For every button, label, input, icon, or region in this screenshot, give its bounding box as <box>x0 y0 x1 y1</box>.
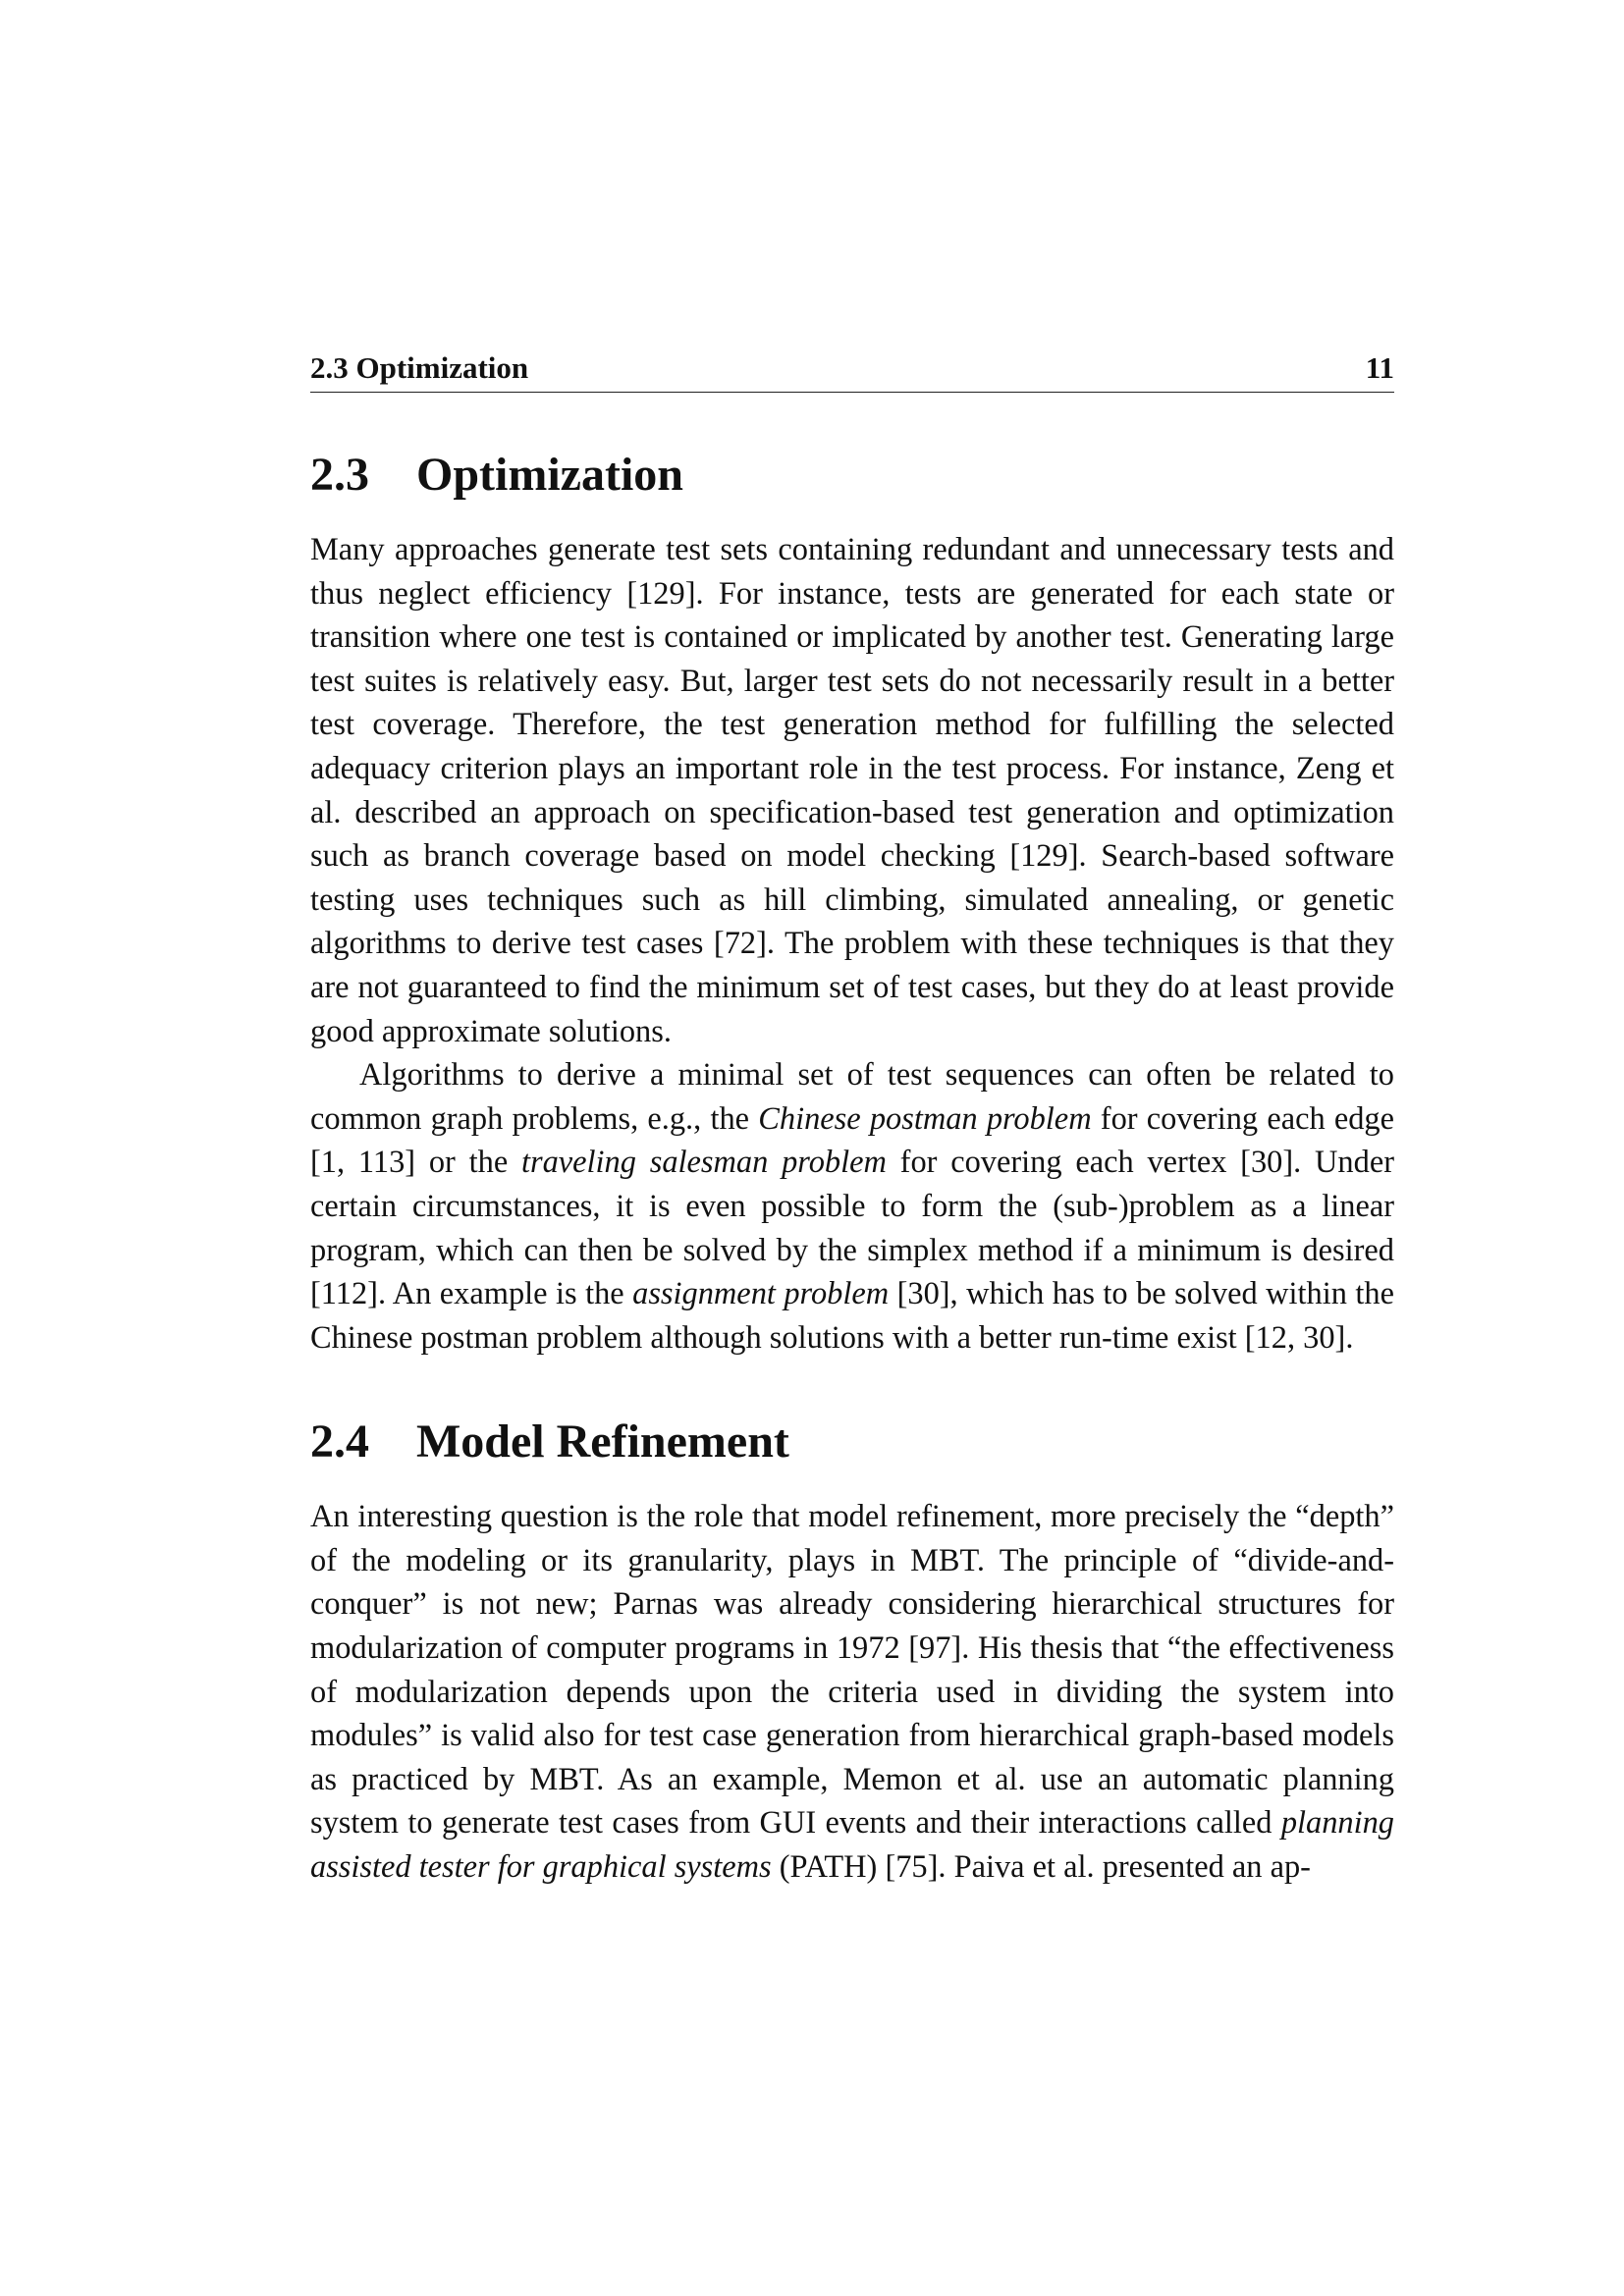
section-number: 2.3 <box>310 449 369 501</box>
text-run: for covering each vertex [30]. Under certain circumstances, it is even possible to form the (sub-)problem as a linear program, which can then be solved by the simplex method if a minimum is desired [112]. An example is the <box>310 1145 1394 1312</box>
running-head <box>310 348 1394 393</box>
page <box>310 348 1394 1890</box>
paragraph <box>310 528 1394 1053</box>
text-run: An interesting question is the role that model refinement, more precisely the “depth” of the modeling or its granularity, plays in MBT. The principle of “divide-and-conquer” is not new; Parnas was already considering hierarchical structures for modularization of computer programs in 1972 [97]. His thesis that “the effectiveness of modularization depends upon the criteria used in dividing the system into modules” is valid also for test case generation from hierarchical graph-based models as practiced by MBT. As an example, Memon et al. use an automatic planning system to generate test cases from GUI events and their interactions called <box>310 1499 1394 1842</box>
text-run: for covering each edge [1, 113] or the <box>310 1100 1395 1181</box>
section-heading-optimization <box>310 448 1394 503</box>
italic-term: planning assisted tester for graphical systems <box>310 1805 1394 1886</box>
section-heading-model-refinement <box>310 1415 1394 1469</box>
running-head-title: 2.3 Optimization <box>310 350 529 385</box>
italic-term: traveling salesman problem <box>521 1145 887 1181</box>
section-title: Optimization <box>416 449 683 501</box>
section-title: Model Refinement <box>416 1415 789 1468</box>
text-run: Algorithms to derive a minimal set of test sequences can often be related to common graph problems, e.g., the <box>310 1057 1394 1137</box>
section-number: 2.4 <box>310 1415 369 1468</box>
paragraph <box>310 1053 1394 1360</box>
italic-term: Chinese postman problem <box>758 1100 1092 1137</box>
paragraph <box>310 1495 1394 1889</box>
page-number: 11 <box>1365 350 1394 385</box>
text-run: [30], which has to be solved within the Chinese postman problem although solutions with a better run-time exist [12, 30]. <box>310 1276 1394 1356</box>
italic-term: assignment problem <box>632 1276 890 1312</box>
text-run: (PATH) [75]. Paiva et al. presented an ap- <box>771 1849 1311 1886</box>
text-run: Many approaches generate test sets containing redundant and unnecessary tests and thus neglect efficiency [129]. For instance, tests are generated for each state or transition where one test is contained or implicated by another test. Generating large test suites is relatively easy. But, larger test sets do not necessarily result in a better test coverage. Therefore, the test generation method for fulfilling the selected adequacy criterion plays an important role in the test process. For instance, Zeng et al. described an approach on specification-based test generation and optimization such as branch coverage based on model checking [129]. Search-based software testing uses techniques such as hill climbing, simulated annealing, or genetic algorithms to derive test cases [72]. The problem with these techniques is that they are not guaranteed to find the minimum set of test cases, but they do at least provide good approximate solutions. <box>310 532 1394 1049</box>
